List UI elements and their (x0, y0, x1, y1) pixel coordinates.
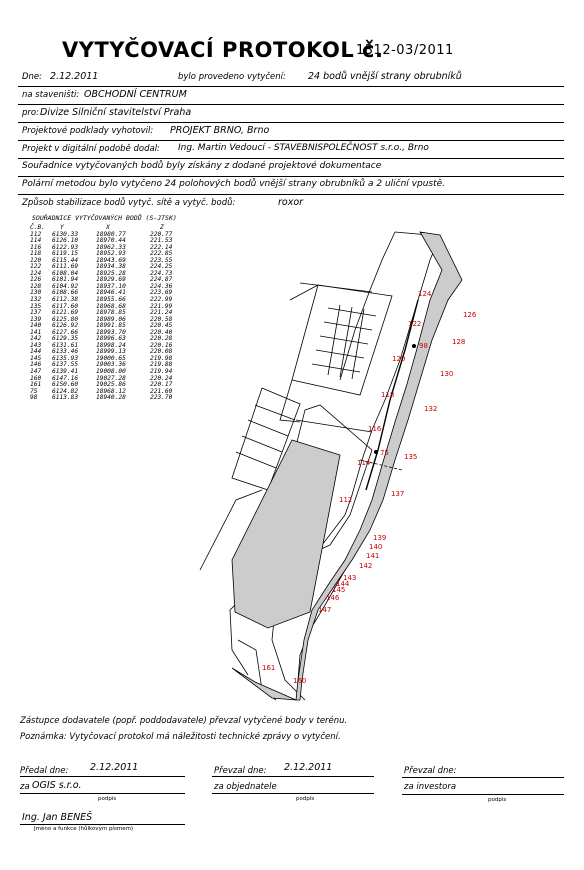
table-cell: 221.99 (150, 302, 173, 310)
table-cell: 145 (30, 354, 42, 362)
table-cell: 18946.41 (96, 289, 126, 297)
table-cell: 75 (30, 387, 38, 395)
table-cell: 18989.06 (96, 315, 126, 323)
table-cell: 18968.68 (96, 302, 126, 310)
table-cell: 220.16 (150, 341, 173, 349)
table-cell: 221.24 (150, 309, 173, 317)
table-cell: 6122.93 (52, 243, 79, 251)
table-cell: 112 (30, 230, 42, 238)
table-cell: 118 (30, 250, 42, 258)
table-cell: 6126.10 (52, 237, 79, 245)
table-cell: 18996.63 (96, 335, 126, 343)
table-cell: 137 (30, 309, 42, 317)
col-x: X (106, 224, 110, 231)
table-cell: 219.94 (150, 368, 173, 376)
table-cell: 224.25 (150, 263, 173, 271)
signer-line (20, 824, 185, 825)
docs-label: Projektové podklady vyhotovil: (22, 126, 154, 136)
received-label: Převzal dne: (214, 766, 267, 776)
label-145: 145 (332, 586, 346, 594)
table-cell: 223.70 (150, 394, 173, 402)
label-128: 128 (452, 338, 466, 346)
table-cell: 220.08 (150, 348, 173, 356)
table-cell: 140 (30, 322, 42, 330)
docs-value: PROJEKT BRNO, Brno (170, 125, 270, 136)
received-line (212, 776, 374, 777)
table-cell: 6129.35 (52, 335, 79, 343)
table-cell: 221.53 (150, 237, 173, 245)
received-date: 2.12.2011 (284, 762, 333, 773)
table-cell: 6139.41 (52, 368, 79, 376)
table-cell: 222.99 (150, 296, 173, 304)
table-cell: 18991.85 (96, 322, 126, 330)
table-cell: 19003.36 (96, 361, 126, 369)
table-cell: 18940.28 (96, 394, 126, 402)
table-cell: 124 (30, 269, 42, 277)
table-cell: 6101.94 (52, 276, 79, 284)
label-114: 114 (357, 459, 371, 467)
investor-line (402, 777, 564, 778)
table-cell: 6130.33 (52, 230, 79, 238)
page-title: VYTYČOVACÍ PROTOKOL č. (62, 38, 384, 62)
table-cell: 19000.65 (96, 354, 126, 362)
table-cell: 6150.60 (52, 381, 79, 389)
investor-for: za investora (404, 782, 457, 792)
handed-date: 2.12.2011 (90, 762, 139, 773)
table-cell: 143 (30, 341, 42, 349)
for-label: pro: (22, 108, 39, 118)
received-for-line (212, 793, 374, 794)
table-cell: 122 (30, 263, 42, 271)
investor-label: Převzal dne: (404, 766, 457, 776)
digital-value: Ing. Martin Vedoucí - STAVEBNISPOLEČNOST s.r.o., Brno (178, 143, 429, 153)
table-cell: 221.60 (150, 387, 173, 395)
table-cell: 6108.66 (52, 289, 79, 297)
label-139: 139 (373, 534, 387, 542)
table-cell: 223.69 (150, 289, 173, 297)
label-160: 160 (293, 677, 307, 685)
label-120: 120 (392, 355, 406, 363)
table-cell: 18993.70 (96, 328, 126, 336)
received-podpis: podpis (296, 796, 315, 802)
table-cell: 18980.77 (96, 230, 126, 238)
table-cell: 18952.93 (96, 250, 126, 258)
table-cell: 126 (30, 276, 42, 284)
table-cell: 141 (30, 328, 42, 336)
label-98: 98 (419, 342, 428, 350)
table-cell: 18925.28 (96, 269, 126, 277)
handed-for-label: za (20, 782, 30, 792)
label-135: 135 (404, 453, 418, 461)
table-cell: 18955.66 (96, 296, 126, 304)
col-cb: Č.B. (30, 224, 45, 231)
table-cell: 6121.69 (52, 309, 79, 317)
table-cell: 220.40 (150, 328, 173, 336)
table-cell: 220.28 (150, 335, 173, 343)
label-122: 122 (408, 320, 422, 328)
staked-value: 24 bodů vnější strany obrubníků (308, 71, 462, 82)
col-y: Y (60, 224, 64, 231)
table-cell: 6117.60 (52, 302, 79, 310)
table-cell: 18934.38 (96, 263, 126, 271)
table-cell: 223.55 (150, 256, 173, 264)
label-132: 132 (424, 405, 438, 413)
handed-line (20, 776, 185, 777)
label-118: 118 (381, 391, 395, 399)
point-75-marker (374, 450, 378, 454)
polar-text: Polární metodou bylo vytyčeno 24 polohových bodů vnější strany obrubníků a 2 uliční vpustě. (22, 179, 446, 189)
table-cell: 18929.69 (96, 276, 126, 284)
handed-label: Předal dne: (20, 766, 69, 776)
table-cell: 18943.69 (96, 256, 126, 264)
table-cell: 128 (30, 282, 42, 290)
lower-area (232, 668, 296, 700)
table-cell: 224.36 (150, 282, 173, 290)
table-cell: 6131.61 (52, 341, 79, 349)
handed-for-value: OGIS s.r.o. (32, 780, 82, 791)
table-cell: 6124.82 (52, 387, 79, 395)
table-cell: 219.88 (150, 361, 173, 369)
table-cell: 132 (30, 296, 42, 304)
col-z: Z (160, 224, 164, 231)
table-cell: 222.14 (150, 243, 173, 251)
digital-label: Projekt v digitální podobě dodal: (22, 144, 160, 154)
label-161: 161 (262, 664, 276, 672)
table-cell: 6135.93 (52, 354, 79, 362)
table-cell: 144 (30, 348, 42, 356)
site-value: OBCHODNÍ CENTRUM (84, 89, 187, 100)
deputy-text: Zástupce dodavatele (popř. poddodavatele) převzal vytyčené body v terénu. (20, 716, 348, 726)
label-140: 140 (369, 543, 383, 551)
table-cell: 6111.69 (52, 263, 79, 271)
stabil-label: Způsob stabilizace bodů vytyč. sítě a vytyč. bodů: (22, 198, 236, 208)
label-144: 144 (336, 580, 350, 588)
table-cell: 160 (30, 374, 42, 382)
table-cell: 6119.15 (52, 250, 79, 258)
table-cell: 222.85 (150, 250, 173, 258)
staked-label: bylo provedeno vytyčení: (178, 72, 286, 82)
date-label: Dne: (22, 72, 43, 82)
table-cell: 6108.04 (52, 269, 79, 277)
table-cell: 6126.92 (52, 322, 79, 330)
table-cell: 19008.00 (96, 368, 126, 376)
table-cell: 142 (30, 335, 42, 343)
label-143: 143 (343, 574, 357, 582)
table-cell: 98 (30, 394, 38, 402)
table-cell: 114 (30, 237, 42, 245)
investor-podpis: podpis (488, 797, 507, 803)
label-124: 124 (418, 290, 432, 298)
table-cell: 220.24 (150, 374, 173, 382)
label-137: 137 (391, 490, 405, 498)
signer-name: Ing. Jan BENEŠ (22, 812, 93, 823)
protocol-number: 1312-03/2011 (356, 43, 454, 58)
handed-for-line (20, 793, 185, 794)
table-cell: 6147.16 (52, 374, 79, 382)
table-cell: 6104.92 (52, 282, 79, 290)
label-130: 130 (440, 370, 454, 378)
table-cell: 220.45 (150, 322, 173, 330)
point-98-marker (412, 344, 416, 348)
note-text: Poznámka: Vytyčovací protokol má náležitosti technické zprávy o vytyčení. (20, 732, 341, 742)
for-value: Divize Silniční stavitelství Praha (40, 107, 192, 118)
table-cell: 6127.66 (52, 328, 79, 336)
label-141: 141 (366, 552, 380, 560)
table-cell: 220.17 (150, 381, 173, 389)
coord-table-title: SOUŘADNICE VYTYČOVANÝCH BODŮ (S-JTSK) (32, 214, 177, 222)
table-cell: 18978.85 (96, 309, 126, 317)
table-cell: 18998.24 (96, 341, 126, 349)
label-112: 112 (339, 496, 353, 504)
table-cell: 18970.44 (96, 237, 126, 245)
label-146: 146 (326, 594, 340, 602)
table-cell: 19025.86 (96, 381, 126, 389)
table-cell: 220.77 (150, 230, 173, 238)
handed-podpis: podpis (98, 796, 117, 802)
table-cell: 6137.55 (52, 361, 79, 369)
table-cell: 6112.38 (52, 296, 79, 304)
table-cell: 18937.10 (96, 282, 126, 290)
coords-text: Souřadnice vytyčovaných bodů byly získány z dodané projektové dokumentace (22, 161, 382, 171)
table-cell: 130 (30, 289, 42, 297)
table-cell: 6125.80 (52, 315, 79, 323)
label-126: 126 (463, 311, 477, 319)
table-cell: 224.87 (150, 276, 173, 284)
label-142: 142 (359, 562, 373, 570)
table-cell: 120 (30, 256, 42, 264)
table-cell: 116 (30, 243, 42, 251)
table-cell: 18962.33 (96, 243, 126, 251)
table-cell: 139 (30, 315, 42, 323)
site-label: na staveništi: (22, 90, 80, 100)
table-cell: 18968.12 (96, 387, 126, 395)
table-cell: 224.73 (150, 269, 173, 277)
table-cell: 220.58 (150, 315, 173, 323)
table-cell: 135 (30, 302, 42, 310)
received-for: za objednatele (214, 782, 277, 792)
table-cell: 146 (30, 361, 42, 369)
table-cell: 19027.28 (96, 374, 126, 382)
investor-for-line (402, 794, 564, 795)
table-cell: 6115.44 (52, 256, 79, 264)
table-cell: 18999.13 (96, 348, 126, 356)
date-value: 2.12.2011 (50, 71, 99, 82)
label-147: 147 (318, 606, 332, 614)
table-cell: 219.98 (150, 354, 173, 362)
label-116: 116 (368, 425, 382, 433)
label-75: 75 (380, 449, 389, 457)
table-cell: 6133.46 (52, 348, 79, 356)
signer-caption: Jméno a funkce (hůlkovým písmem) (34, 826, 134, 832)
stabil-value: roxor (278, 197, 304, 208)
table-cell: 6113.83 (52, 394, 79, 402)
table-cell: 147 (30, 368, 42, 376)
table-cell: 161 (30, 381, 42, 389)
